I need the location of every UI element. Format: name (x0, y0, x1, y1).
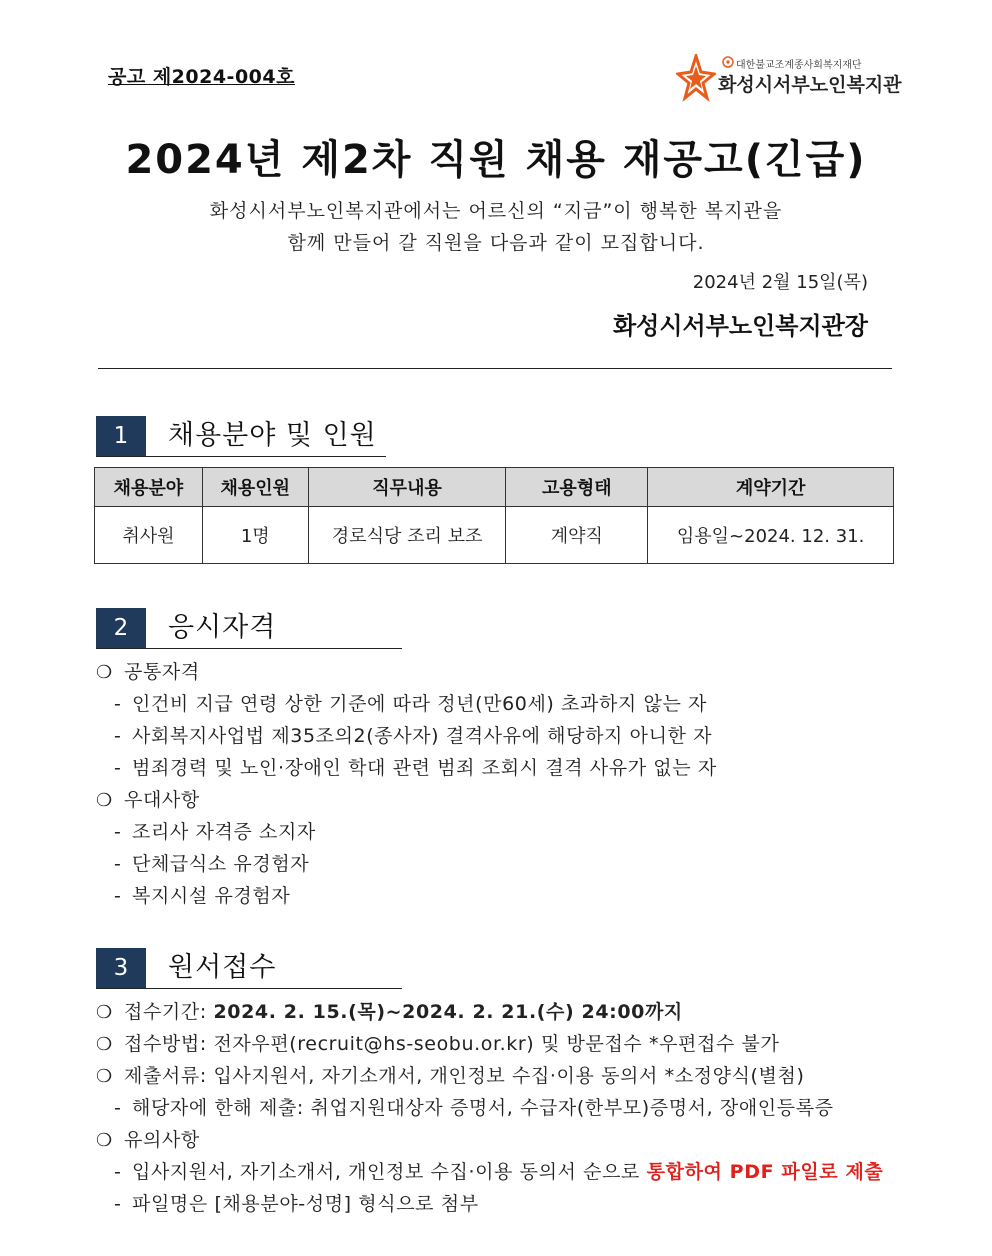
organization-logo (676, 50, 902, 106)
dash-mark: - (114, 725, 122, 747)
list-item: ❍ 공통자격 (96, 661, 200, 683)
list-item: ❍ 접수기간: 2024. 2. 15.(목)~2024. 2. 21.(수) 24:00까지 (96, 1001, 683, 1023)
list-item: - 인건비 지급 연령 상한 기준에 따라 정년(만60세) 초과하지 않는 자 (114, 693, 708, 715)
dash-mark: - (114, 693, 122, 715)
section-number: 1 (96, 416, 146, 456)
list-item: - 조리사 자격증 소지자 (114, 821, 316, 843)
intro-line-2: 함께 만들어 갈 직원을 다음과 같이 모집합니다. (287, 232, 705, 254)
table-cell: 취사원 (95, 507, 203, 564)
dash-mark: - (114, 821, 122, 843)
list-item: - 입사지원서, 자기소개서, 개인정보 수집·이용 동의서 순으로 통합하여 PDF 파일로 제출 (114, 1161, 884, 1183)
notice-date: 2024년 2월 15일(목) (692, 272, 868, 293)
list-item: ❍ 유의사항 (96, 1129, 200, 1151)
highlighted-instruction: 통합하여 PDF 파일로 제출 (646, 1161, 884, 1183)
dharma-wheel-icon (722, 56, 734, 68)
list-item: - 범죄경력 및 노인·장애인 학대 관련 범죄 조회시 결격 사유가 없는 자 (114, 757, 717, 779)
header-divider (98, 368, 892, 369)
list-item: ❍ 우대사항 (96, 789, 200, 811)
dash-mark: - (114, 1161, 122, 1183)
list-item: - 복지시설 유경험자 (114, 885, 291, 907)
star-flame-icon (676, 54, 716, 102)
dash-mark: - (114, 853, 122, 875)
table-cell: 1명 (202, 507, 308, 564)
table-cell: 경로식당 조리 보조 (308, 507, 506, 564)
recruitment-table (94, 467, 894, 564)
list-item: - 단체급식소 유경험자 (114, 853, 310, 875)
section-number: 3 (96, 948, 146, 988)
bullet-icon: ❍ (96, 1130, 113, 1151)
section-title: 응시자격 (168, 612, 277, 643)
table-header-cell: 직무내용 (308, 468, 506, 507)
section-title: 원서접수 (168, 952, 277, 983)
table-header-cell: 고용형태 (506, 468, 648, 507)
dash-mark: - (114, 885, 122, 907)
dash-mark: - (114, 757, 122, 779)
bullet-icon: ❍ (96, 790, 113, 811)
section-title: 채용분야 및 인원 (168, 420, 377, 451)
section-number: 2 (96, 608, 146, 648)
dash-mark: - (114, 1193, 122, 1215)
application-period: 2024. 2. 15.(목)~2024. 2. 21.(수) 24:00까지 (213, 1001, 683, 1023)
page-title: 2024년 제2차 직원 채용 재공고(긴급) (125, 137, 867, 183)
intro-line-1: 화성시서부노인복지관에서는 어르신의 “지금”이 행복한 복지관을 (209, 200, 783, 222)
list-item: - 사회복지사업법 제35조의2(종사자) 결격사유에 해당하지 아니한 자 (114, 725, 713, 747)
notice-number: 공고 제2024-004호 (108, 66, 295, 88)
bullet-icon: ❍ (96, 1066, 113, 1087)
section-header-2 (96, 608, 402, 649)
table-header-row (95, 468, 894, 507)
bullet-icon: ❍ (96, 1034, 113, 1055)
table-header-cell: 채용인원 (202, 468, 308, 507)
logo-subtitle: 대한불교조계종사회복지재단 (736, 60, 862, 71)
table-header-cell: 채용분야 (95, 468, 203, 507)
table-cell: 계약직 (506, 507, 648, 564)
table-row (95, 507, 894, 564)
organization-head: 화성시서부노인복지관장 (612, 312, 868, 340)
list-item: ❍ 제출서류: 입사지원서, 자기소개서, 개인정보 수집·이용 동의서 *소정양식(별첨) (96, 1065, 805, 1087)
section-header-3 (96, 948, 402, 989)
bullet-icon: ❍ (96, 1002, 113, 1023)
logo-title: 화성시서부노인복지관 (718, 74, 902, 96)
section-header-1 (96, 416, 386, 457)
list-item: - 파일명은 [채용분야-성명] 형식으로 첨부 (114, 1193, 479, 1215)
dash-mark: - (114, 1097, 122, 1119)
table-cell: 임용일~2024. 12. 31. (648, 507, 894, 564)
list-item: ❍ 접수방법: 전자우편(recruit@hs-seobu.or.kr) 및 방문접수 *우편접수 불가 (96, 1033, 780, 1055)
bullet-icon: ❍ (96, 662, 113, 683)
list-item: - 해당자에 한해 제출: 취업지원대상자 증명서, 수급자(한부모)증명서, 장애인등록증 (114, 1097, 834, 1119)
table-header-cell: 계약기간 (648, 468, 894, 507)
